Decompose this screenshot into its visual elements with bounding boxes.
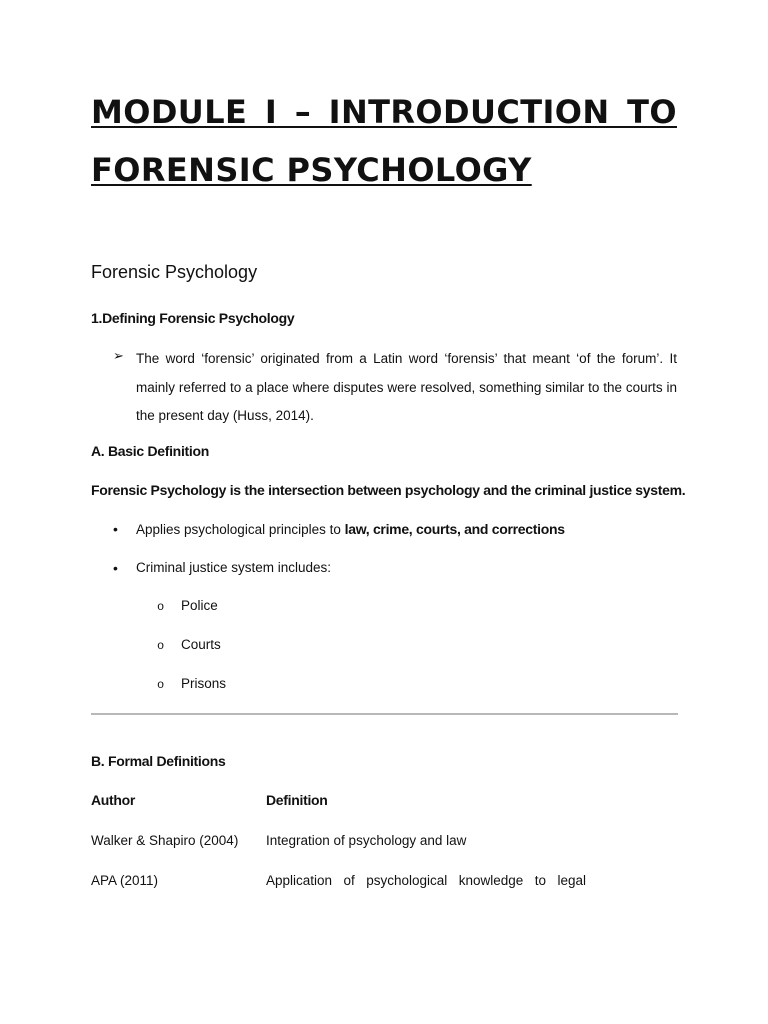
sub-bullet-icon: o <box>157 678 165 692</box>
bullet-item-principles-bold: law, crime, courts, and corrections <box>344 521 565 537</box>
subheading-basic-definition: A. Basic Definition <box>91 443 209 459</box>
bullet-item-principles <box>136 519 565 540</box>
bullet-item-cjs: Criminal justice system includes: <box>136 560 332 575</box>
sub-item-prisons: Prisons <box>181 676 227 691</box>
document-title-line-2: FORENSIC PSYCHOLOGY <box>91 151 532 189</box>
basic-definition-statement: Forensic Psychology is the intersection between psychology and the criminal justice system. <box>91 482 686 498</box>
table-cell-author: Walker & Shapiro (2004) <box>91 833 239 848</box>
subheading-defining: 1.Defining Forensic Psychology <box>91 310 295 326</box>
bullet-dot-icon: • <box>113 521 118 537</box>
section-heading: Forensic Psychology <box>91 262 258 282</box>
sub-bullet-icon: o <box>157 600 165 614</box>
subheading-formal-definitions: B. Formal Definitions <box>91 753 226 769</box>
bullet-item-principles-prefix: Applies psychological principles to <box>136 522 345 537</box>
paragraph-forensic-origin: The word ‘forensic’ originated from a Latin word ‘forensis’ that meant ‘of the forum’. It mainly referred to a place where disputes were resolved, something similar to the courts in the present day (Huss, 2014). <box>136 351 677 423</box>
table-cell-definition: Integration of psychology and law <box>266 833 467 848</box>
table-cell-definition: Application of psychological knowledge to legal <box>266 873 586 888</box>
sub-item-courts: Courts <box>181 637 221 652</box>
document-title-line-1: MODULE I – INTRODUCTION TO <box>91 93 677 131</box>
table-cell-author: APA (2011) <box>91 873 159 888</box>
table-header-definition: Definition <box>266 792 328 808</box>
bullet-dot-icon: • <box>113 560 118 576</box>
sub-bullet-icon: o <box>157 639 165 653</box>
table-header-author: Author <box>91 792 136 808</box>
horizontal-divider <box>91 713 678 715</box>
arrow-bullet-icon: ➢ <box>113 348 124 363</box>
sub-item-police: Police <box>181 598 218 613</box>
